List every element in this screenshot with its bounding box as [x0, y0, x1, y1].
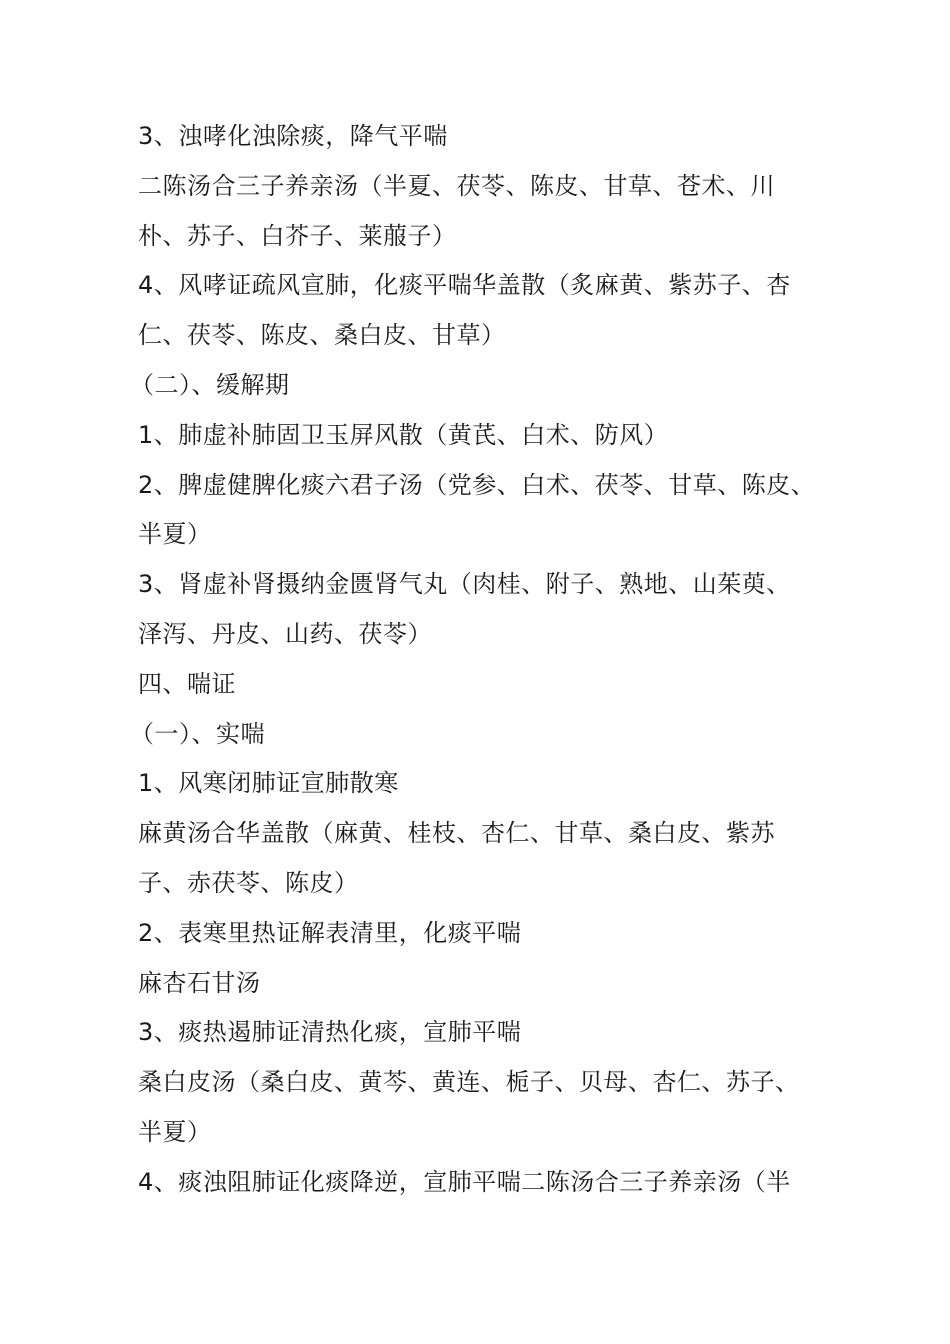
text-line: 3、痰热遏肺证清热化痰，宣肺平喘 [138, 1018, 522, 1047]
text-line: 3、浊哮化浊除痰，降气平喘 [138, 122, 448, 150]
text-line: 半夏） [138, 1117, 212, 1146]
text-line: 朴、苏子、白芥子、莱菔子） [138, 221, 457, 250]
text-line: 麻黄汤合华盖散（麻黄、桂枝、杏仁、甘草、桑白皮、紫苏 [138, 819, 775, 848]
text-line: 麻杏石甘汤 [138, 968, 261, 997]
text-line: 二陈汤合三子养亲汤（半夏、茯苓、陈皮、甘草、苍术、川 [138, 171, 775, 200]
section-heading: 四、喘证 [138, 669, 236, 698]
document-body [130, 112, 838, 1208]
text-line: 1、风寒闭肺证宣肺散寒 [138, 769, 399, 798]
text-line: 桑白皮汤（桑白皮、黄芩、黄连、栀子、贝母、杏仁、苏子、 [138, 1068, 800, 1097]
text-line: 1、肺虚补肺固卫玉屏风散（黄芪、白术、防风） [138, 420, 669, 449]
text-line: 4、痰浊阻肺证化痰降逆，宣肺平喘二陈汤合三子养亲汤（半 [138, 1167, 791, 1196]
section-heading: （一）、实喘 [130, 719, 265, 748]
text-line: 仁、茯苓、陈皮、桑白皮、甘草） [138, 321, 506, 350]
text-line: 3、肾虚补肾摄纳金匮肾气丸（肉桂、附子、熟地、山茱萸、 [138, 570, 791, 599]
text-line: 泽泻、丹皮、山药、茯苓） [138, 619, 432, 648]
text-line: 2、脾虚健脾化痰六君子汤（党参、白术、茯苓、甘草、陈皮、 [138, 470, 816, 499]
section-heading: （二）、缓解期 [130, 370, 290, 399]
text-line: 子、赤茯苓、陈皮） [138, 868, 359, 897]
text-line: 半夏） [138, 520, 212, 549]
text-line: 2、表寒里热证解表清里，化痰平喘 [138, 918, 522, 947]
text-line: 4、风哮证疏风宣肺，化痰平喘华盖散（炙麻黄、紫苏子、杏 [138, 271, 791, 300]
